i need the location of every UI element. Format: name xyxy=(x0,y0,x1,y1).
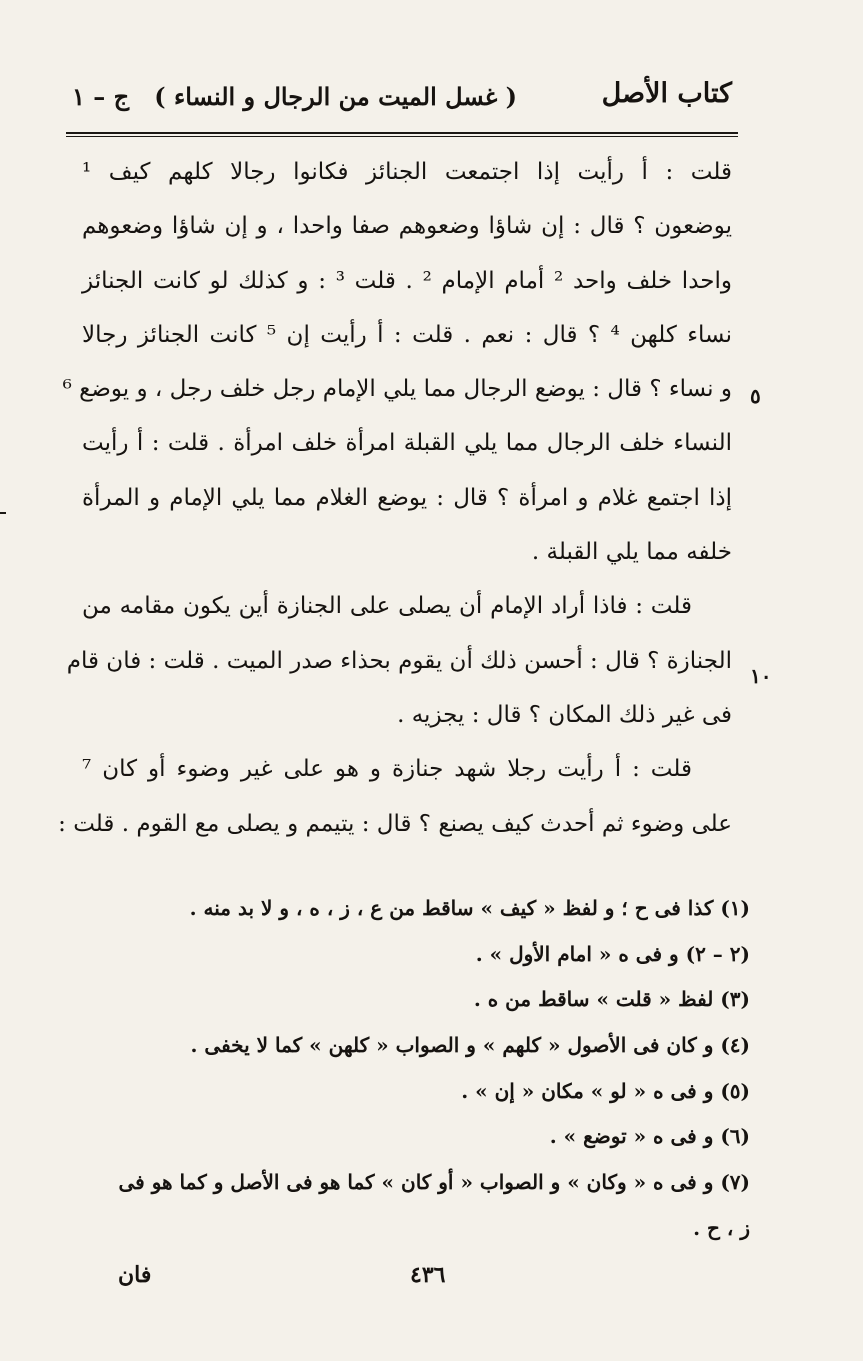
chapter-title: ( غسل الميت من الرجال و النساء ) xyxy=(154,82,517,111)
text-line: و نساء ؟ قال : يوضع الرجال مما يلي الإمام رجل خلف رجل ، و يوضع ⁶ xyxy=(62,376,732,403)
header-rule-thin xyxy=(66,136,738,137)
running-header xyxy=(72,78,732,126)
text-line: يوضعون ؟ قال : إن شاؤا وضعوهم صفا واحدا ، و إن شاؤا وضعوهم xyxy=(82,213,732,240)
main-text xyxy=(58,145,732,851)
footnote: (٣) لفظ « قلت » ساقط من ه . xyxy=(473,987,750,1012)
text-line: نساء كلهن ⁴ ؟ قال : نعم . قلت : أ رأيت إن ⁵ كانت الجنائز رجالا xyxy=(82,321,732,348)
paragraph xyxy=(62,145,732,579)
footnotes xyxy=(82,886,750,1252)
page-footer xyxy=(0,1262,863,1302)
footnote: (٤) و كان فى الأصول « كلهم » و الصواب « كلهن » كما لا يخفى . xyxy=(190,1033,750,1058)
paragraph xyxy=(58,742,732,851)
text-line: إذا اجتمع غلام و امرأة ؟ قال : يوضع الغلام مما يلي الإمام و المرأة xyxy=(82,484,732,511)
footnote: (٧) و فى ه « وكان » و الصواب « أو كان » كما هو فى الأصل و كما هو فى xyxy=(118,1170,750,1195)
catchword: فان xyxy=(118,1262,152,1288)
footnote: (٢ – ٢) و فى ه « امام الأول » . xyxy=(475,941,750,966)
paragraph xyxy=(66,579,732,742)
text-line: قلت : أ رأيت رجلا شهد جنازة و هو على غير وضوء أو كان ⁷ xyxy=(82,756,692,783)
text-line: خلفه مما يلي القبلة . xyxy=(531,539,732,566)
header-rule xyxy=(66,132,738,134)
footnote: (٥) و فى ه « لو » مكان « إن » . xyxy=(461,1078,750,1103)
text-line: فى غير ذلك المكان ؟ قال : يجزيه . xyxy=(397,701,732,728)
book-title: كتاب الأصل xyxy=(601,78,732,109)
footnote-continuation: ز ، ح . xyxy=(693,1215,750,1240)
text-line: قلت : فاذا أراد الإمام أن يصلى على الجنازة أين يكون مقامه من xyxy=(82,593,692,620)
line-number-10: ١٠ xyxy=(750,664,772,688)
text-line: النساء خلف الرجال مما يلي القبلة امرأة خلف امرأة . قلت : أ رأيت xyxy=(82,430,732,457)
text-line: الجنازة ؟ قال : أحسن ذلك أن يقوم بحذاء صدر الميت . قلت : فان قام xyxy=(66,647,732,674)
page-number: ٤٣٦ xyxy=(410,1262,446,1288)
line-number-5: ٥ xyxy=(750,384,761,408)
text-line: على وضوء ثم أحدث كيف يصنع ؟ قال : يتيمم و يصلى مع القوم . قلت : xyxy=(58,810,732,837)
text-line: واحدا خلف واحد ² أمام الإمام ² . قلت ³ : و كذلك لو كانت الجنائز xyxy=(82,267,732,294)
text-line: قلت : أ رأيت إذا اجتمعت الجنائز فكانوا رجالا كلهم كيف ¹ xyxy=(82,159,732,185)
volume-label: ج – ١ xyxy=(72,82,130,111)
footnote: (١) كذا فى ح ؛ و لفظ « كيف » ساقط من ع ، ز ، ه ، و لا بد منه . xyxy=(189,896,750,920)
footnote: (٦) و فى ه « توضع » . xyxy=(549,1124,750,1149)
margin-tick xyxy=(0,512,6,514)
